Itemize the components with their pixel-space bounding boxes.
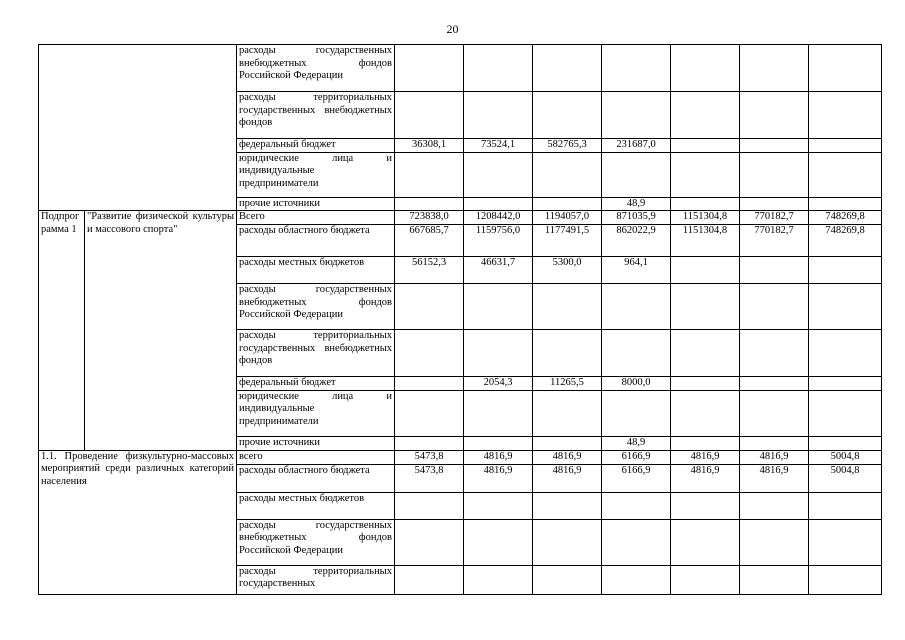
funding-source-label: федеральный бюджет bbox=[237, 377, 395, 391]
funding-source-label: юридические лица и индивидуальные предприниматели bbox=[237, 390, 395, 436]
value-cell bbox=[533, 519, 602, 565]
value-cell: 2054,3 bbox=[464, 377, 533, 391]
value-cell bbox=[809, 377, 882, 391]
funding-source-label: прочие источники bbox=[237, 436, 395, 450]
value-cell: 862022,9 bbox=[602, 225, 671, 257]
value-cell bbox=[464, 92, 533, 139]
value-cell bbox=[395, 45, 464, 92]
table-row bbox=[39, 211, 882, 225]
value-cell bbox=[395, 284, 464, 330]
funding-source-label: всего bbox=[237, 450, 395, 464]
value-cell bbox=[671, 152, 740, 197]
value-cell bbox=[809, 519, 882, 565]
value-cell: 4816,9 bbox=[533, 450, 602, 464]
value-cell: 4816,9 bbox=[740, 450, 809, 464]
value-cell bbox=[602, 284, 671, 330]
value-cell bbox=[395, 330, 464, 377]
value-cell: 871035,9 bbox=[602, 211, 671, 225]
value-cell bbox=[464, 197, 533, 211]
funding-source-label: расходы территориальных государственных bbox=[237, 565, 395, 594]
value-cell: 5004,8 bbox=[809, 450, 882, 464]
funding-source-label: юридические лица и индивидуальные предприниматели bbox=[237, 152, 395, 197]
value-cell bbox=[671, 92, 740, 139]
value-cell: 4816,9 bbox=[740, 464, 809, 492]
value-cell bbox=[671, 519, 740, 565]
value-cell bbox=[809, 492, 882, 519]
value-cell bbox=[602, 565, 671, 594]
value-cell: 748269,8 bbox=[809, 225, 882, 257]
funding-source-label: расходы государственных внебюджетных фондов Российской Федерации bbox=[237, 45, 395, 92]
value-cell: 1159756,0 bbox=[464, 225, 533, 257]
value-cell bbox=[809, 257, 882, 284]
funding-source-label: федеральный бюджет bbox=[237, 139, 395, 153]
value-cell bbox=[533, 390, 602, 436]
table-row bbox=[39, 450, 882, 464]
value-cell: 5004,8 bbox=[809, 464, 882, 492]
value-cell bbox=[809, 152, 882, 197]
value-cell bbox=[395, 197, 464, 211]
value-cell: 1208442,0 bbox=[464, 211, 533, 225]
funding-source-label: прочие источники bbox=[237, 197, 395, 211]
value-cell bbox=[602, 390, 671, 436]
funding-source-label: расходы государственных внебюджетных фондов Российской Федерации bbox=[237, 284, 395, 330]
value-cell bbox=[395, 492, 464, 519]
value-cell bbox=[809, 139, 882, 153]
value-cell: 6166,9 bbox=[602, 450, 671, 464]
value-cell: 582765,3 bbox=[533, 139, 602, 153]
value-cell bbox=[740, 519, 809, 565]
value-cell bbox=[671, 197, 740, 211]
value-cell: 48,9 bbox=[602, 197, 671, 211]
funding-source-label: расходы местных бюджетов bbox=[237, 257, 395, 284]
value-cell bbox=[395, 565, 464, 594]
page-number: 20 bbox=[446, 22, 459, 36]
value-cell bbox=[395, 436, 464, 450]
value-cell bbox=[464, 390, 533, 436]
value-cell: 4816,9 bbox=[464, 450, 533, 464]
funding-source-label: Всего bbox=[237, 211, 395, 225]
value-cell: 73524,1 bbox=[464, 139, 533, 153]
value-cell: 46631,7 bbox=[464, 257, 533, 284]
value-cell bbox=[395, 92, 464, 139]
value-cell bbox=[671, 45, 740, 92]
value-cell bbox=[740, 377, 809, 391]
value-cell: 11265,5 bbox=[533, 377, 602, 391]
value-cell: 770182,7 bbox=[740, 211, 809, 225]
value-cell bbox=[740, 92, 809, 139]
funding-source-label: расходы областного бюджета bbox=[237, 464, 395, 492]
value-cell bbox=[395, 519, 464, 565]
event-name-cell: 1.1. Проведение физкультурно-массовых мероприятий среди различных категорий населения bbox=[39, 450, 237, 594]
subprogram-status-cell: Подпрограмма 1 bbox=[39, 211, 85, 451]
budget-table-body bbox=[39, 45, 882, 595]
value-cell: 5300,0 bbox=[533, 257, 602, 284]
value-cell bbox=[671, 565, 740, 594]
value-cell bbox=[809, 45, 882, 92]
value-cell: 1151304,8 bbox=[671, 225, 740, 257]
value-cell: 723838,0 bbox=[395, 211, 464, 225]
value-cell bbox=[464, 330, 533, 377]
value-cell bbox=[602, 492, 671, 519]
value-cell: 36308,1 bbox=[395, 139, 464, 153]
value-cell: 770182,7 bbox=[740, 225, 809, 257]
subprogram-name-cell: "Развитие физической культуры и массового спорта" bbox=[85, 211, 237, 451]
value-cell bbox=[809, 330, 882, 377]
value-cell bbox=[533, 565, 602, 594]
value-cell bbox=[740, 257, 809, 284]
value-cell bbox=[671, 492, 740, 519]
value-cell: 964,1 bbox=[602, 257, 671, 284]
value-cell bbox=[740, 436, 809, 450]
value-cell bbox=[602, 519, 671, 565]
value-cell bbox=[809, 197, 882, 211]
value-cell bbox=[464, 436, 533, 450]
value-cell bbox=[740, 390, 809, 436]
value-cell: 1151304,8 bbox=[671, 211, 740, 225]
value-cell bbox=[533, 330, 602, 377]
funding-source-label: расходы территориальных государственных внебюджетных фондов bbox=[237, 330, 395, 377]
funding-source-label: расходы государственных внебюджетных фондов Российской Федерации bbox=[237, 519, 395, 565]
value-cell bbox=[671, 139, 740, 153]
value-cell bbox=[671, 436, 740, 450]
value-cell: 4816,9 bbox=[464, 464, 533, 492]
value-cell bbox=[395, 390, 464, 436]
value-cell bbox=[464, 492, 533, 519]
value-cell bbox=[740, 284, 809, 330]
value-cell: 4816,9 bbox=[671, 464, 740, 492]
value-cell: 48,9 bbox=[602, 436, 671, 450]
funding-source-label: расходы областного бюджета bbox=[237, 225, 395, 257]
value-cell bbox=[671, 257, 740, 284]
value-cell: 231687,0 bbox=[602, 139, 671, 153]
value-cell bbox=[533, 284, 602, 330]
value-cell bbox=[533, 197, 602, 211]
value-cell bbox=[464, 565, 533, 594]
funding-source-label: расходы территориальных государственных внебюджетных фондов bbox=[237, 92, 395, 139]
value-cell bbox=[740, 330, 809, 377]
value-cell bbox=[602, 330, 671, 377]
value-cell: 748269,8 bbox=[809, 211, 882, 225]
value-cell: 1177491,5 bbox=[533, 225, 602, 257]
value-cell: 667685,7 bbox=[395, 225, 464, 257]
value-cell: 1194057,0 bbox=[533, 211, 602, 225]
value-cell bbox=[671, 390, 740, 436]
value-cell bbox=[395, 152, 464, 197]
value-cell bbox=[740, 492, 809, 519]
value-cell bbox=[464, 152, 533, 197]
value-cell bbox=[740, 152, 809, 197]
value-cell bbox=[533, 436, 602, 450]
value-cell: 5473,8 bbox=[395, 450, 464, 464]
value-cell bbox=[740, 565, 809, 594]
value-cell bbox=[809, 390, 882, 436]
value-cell bbox=[809, 565, 882, 594]
budget-table bbox=[38, 44, 882, 595]
value-cell bbox=[671, 330, 740, 377]
value-cell: 6166,9 bbox=[602, 464, 671, 492]
value-cell bbox=[740, 45, 809, 92]
value-cell bbox=[533, 92, 602, 139]
funding-source-label: расходы местных бюджетов bbox=[237, 492, 395, 519]
value-cell bbox=[740, 139, 809, 153]
value-cell: 4816,9 bbox=[671, 450, 740, 464]
value-cell: 8000,0 bbox=[602, 377, 671, 391]
value-cell bbox=[533, 152, 602, 197]
value-cell bbox=[602, 152, 671, 197]
value-cell bbox=[671, 377, 740, 391]
value-cell: 5473,8 bbox=[395, 464, 464, 492]
value-cell bbox=[809, 284, 882, 330]
value-cell: 56152,3 bbox=[395, 257, 464, 284]
table-row bbox=[39, 45, 882, 92]
value-cell bbox=[533, 492, 602, 519]
value-cell bbox=[395, 377, 464, 391]
value-cell: 4816,9 bbox=[533, 464, 602, 492]
value-cell bbox=[464, 284, 533, 330]
value-cell bbox=[740, 197, 809, 211]
value-cell bbox=[464, 45, 533, 92]
value-cell bbox=[671, 284, 740, 330]
value-cell bbox=[602, 45, 671, 92]
value-cell bbox=[809, 92, 882, 139]
value-cell bbox=[464, 519, 533, 565]
value-cell bbox=[533, 45, 602, 92]
value-cell bbox=[809, 436, 882, 450]
value-cell bbox=[602, 92, 671, 139]
continued-program-cell bbox=[39, 45, 237, 211]
